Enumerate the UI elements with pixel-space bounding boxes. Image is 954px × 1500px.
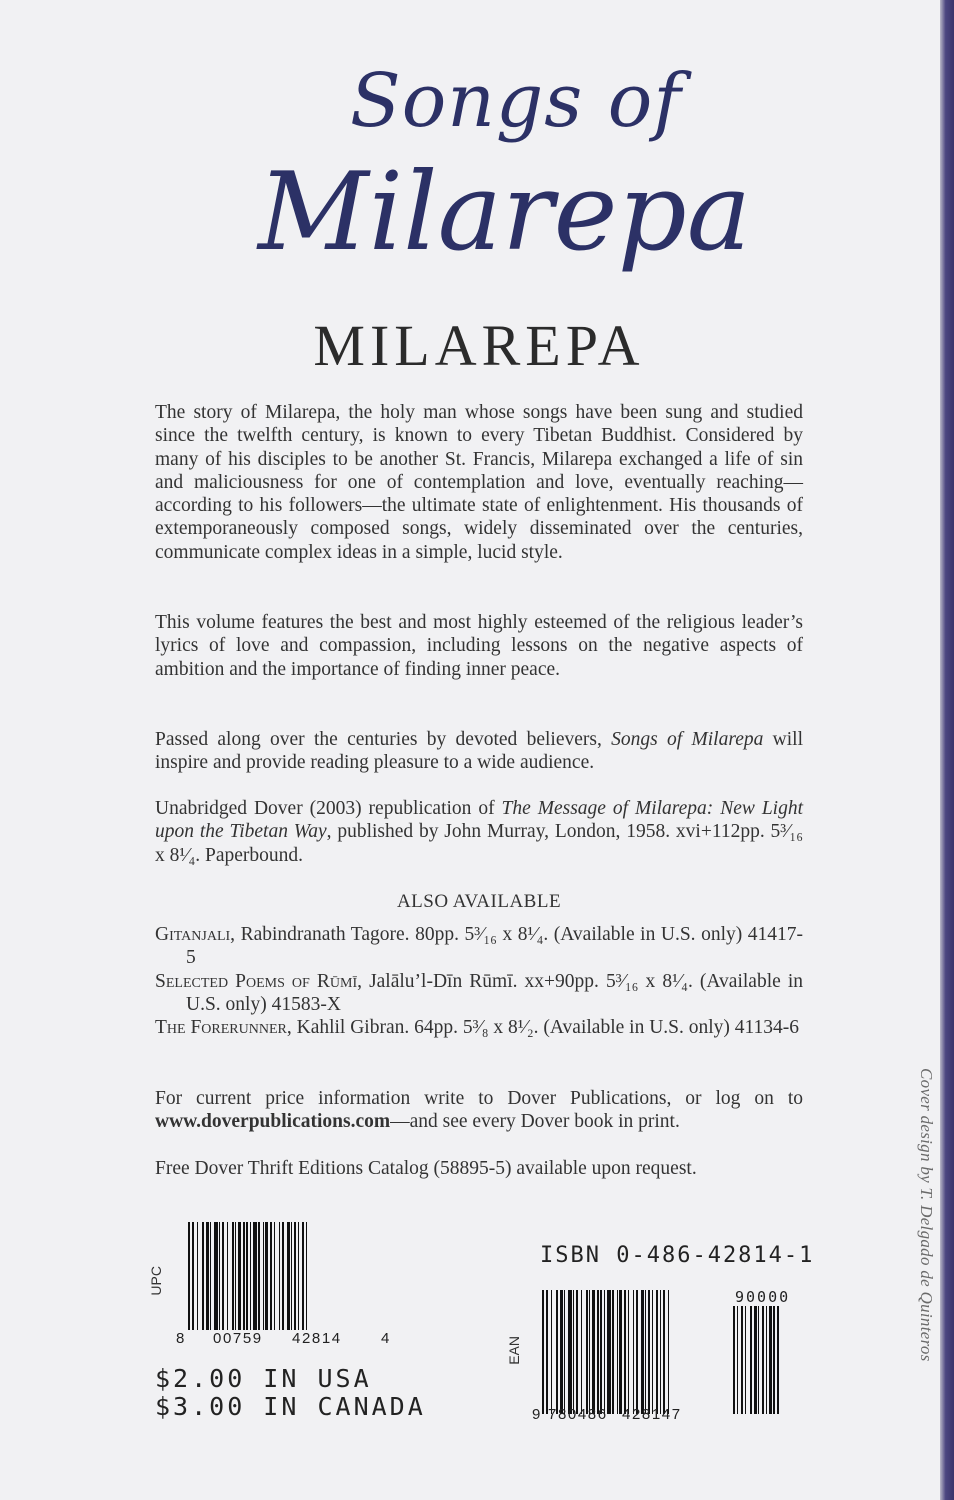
publication-note	[155, 797, 803, 867]
book-title-line2: Milarepa	[258, 150, 752, 275]
catalog-note: Free Dover Thrift Editions Catalog (58895-5) available upon request.	[155, 1158, 697, 1179]
price-info-before: For current price information write to Dover Publications, or log on to	[155, 1088, 803, 1109]
ean-digits-mid2: 428147	[622, 1406, 682, 1423]
publisher-url: www.doverpublications.com	[155, 1111, 391, 1133]
upc-digit-right: 4	[381, 1330, 391, 1347]
price-canada: $3.00 IN CANADA	[155, 1392, 426, 1421]
p4-text-before: Unabridged Dover (2003) republication of	[155, 798, 502, 819]
p4-original-title: The Message of Milarepa: New Light upon the Tibetan Way	[155, 798, 803, 843]
barcode-bar	[777, 1306, 779, 1414]
also-available-item	[155, 1016, 803, 1039]
also-item-title: Selected Poems of Rūmī,	[155, 970, 362, 992]
upc-digits-mid2: 42814	[292, 1330, 342, 1347]
ean-barcode	[542, 1290, 671, 1414]
ean-addon-barcode	[733, 1306, 779, 1414]
description-paragraph-1: The story of Milarepa, the holy man whose songs have been sung and studied since the twelfth century, is known to every Tibetan Buddhist. Considered by many of his disciples to be another St. Francis, Milarepa exchanged a life of sin and maliciousness for one of contemplation and love, eventually reaching—according to his followers—the ultimate state of enlightenment. His thousands of extemporaneously composed songs, widely disseminated over the centuries, communicate complex ideas in a simple, lucid style.	[155, 402, 803, 563]
ean-label: EAN	[506, 1336, 522, 1365]
price-usa: $2.00 IN USA	[155, 1364, 372, 1393]
isbn-number: ISBN 0-486-42814-1	[540, 1243, 815, 1268]
ean-digits-mid1: 780486	[548, 1406, 608, 1423]
cover-design-credit: Cover design by T. Delgado de Quinteros	[917, 1068, 936, 1362]
p3-book-title: Songs of Milarepa	[611, 729, 764, 750]
also-available-item	[155, 970, 803, 1017]
also-item-title: Gitanjali,	[155, 924, 236, 945]
price-info-paragraph	[155, 1087, 803, 1134]
ean-digit-first: 9	[532, 1406, 542, 1423]
upc-digits-mid1: 00759	[213, 1330, 263, 1347]
barcode-bar	[307, 1222, 309, 1330]
book-title-line1: Songs of	[350, 58, 682, 144]
ean-addon-digits: 90000	[735, 1288, 791, 1306]
upc-label: UPC	[148, 1266, 164, 1296]
also-available-item	[155, 923, 803, 970]
also-available-heading: ALSO AVAILABLE	[396, 891, 562, 912]
upc-barcode	[188, 1222, 309, 1330]
description-paragraph-2: This volume features the best and most highly esteemed of the religious leader’s lyrics of love and compassion, including lessons on the negative aspects of ambition and the importance of finding inner peace.	[155, 612, 803, 680]
upc-digit-left: 8	[176, 1330, 186, 1347]
also-item-details: Rabindranath Tagore. 80pp. 5³⁄₁₆ x 8¹⁄₄. (Available in U.S. only) 41417-5	[186, 924, 803, 969]
p3-text-before: Passed along over the centuries by devoted believers,	[155, 729, 612, 750]
p4-text-after: , published by John Murray, London, 1958. xvi+112pp. 5³⁄₁₆ x 8¹⁄₄. Paperbound.	[155, 821, 803, 866]
also-item-details: Jalālu’l-Dīn Rūmī. xx+90pp. 5³⁄₁₆ x 8¹⁄₄. (Available in U.S. only) 41583-X	[186, 970, 804, 1015]
price-info-after: —and see every Dover book in print.	[390, 1111, 680, 1133]
also-item-title: The Forerunner,	[155, 1017, 292, 1039]
also-item-details: Kahlil Gibran. 64pp. 5³⁄₈ x 8¹⁄₂. (Available in U.S. only) 41134-6	[291, 1017, 800, 1039]
also-available-list	[155, 923, 803, 1039]
barcode-bar	[669, 1290, 671, 1414]
spine-edge	[940, 0, 954, 1500]
description-paragraph-3	[155, 728, 803, 775]
p3-text-after: will inspire and provide reading pleasure to a wide audience.	[155, 729, 804, 774]
author-name: MILAREPA	[313, 313, 645, 378]
